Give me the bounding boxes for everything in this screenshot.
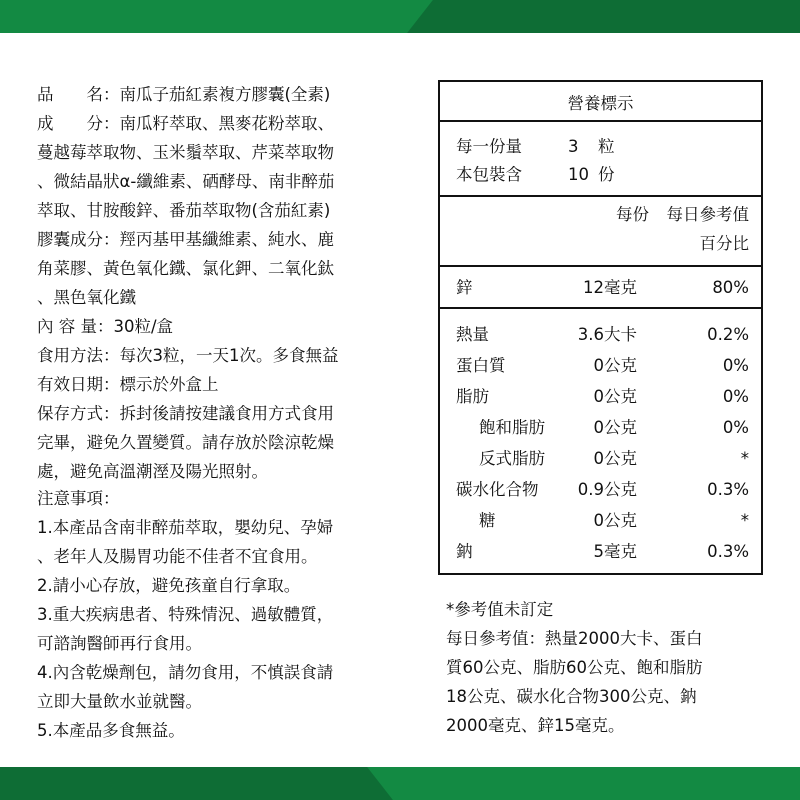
nutrient-value: 3.6大卡 — [577, 325, 637, 344]
nutrient-value: 0公克 — [593, 418, 637, 437]
notice-line: 5.本產品多食無益。 — [37, 721, 185, 740]
notice-line: 4.內含乾燥劑包，請勿食用，不慎誤食請 — [37, 663, 334, 682]
footnote-line: 18公克、碳水化合物300公克、鈉 — [446, 687, 697, 706]
nutrient-name: 鈉 — [456, 542, 473, 561]
nutrient-pct: 0% — [722, 387, 749, 406]
nutrition-title: 營養標示 — [567, 94, 634, 113]
nutrient-value: 0公克 — [593, 356, 637, 375]
nutrient-pct: * — [740, 511, 749, 530]
servings-per-package-unit: 份 — [598, 165, 615, 184]
nutrient-pct: 0.2% — [707, 325, 749, 344]
ingredients-line: 蔓越莓萃取物、玉米鬚萃取、芹菜萃取物 — [37, 143, 334, 162]
ingredients-line: 萃取、甘胺酸鋅、番茄萃取物(含茄紅素) — [37, 201, 331, 220]
divider — [440, 195, 761, 197]
ingredients-line: 、微結晶狀α-纖維素、硒酵母、南非醉茄 — [37, 172, 335, 191]
nutrient-name-indented: 糖 — [479, 511, 496, 530]
notice-line: 3.重大疾病患者、特殊情況、過敏體質， — [37, 605, 334, 624]
storage-line: 完畢，避免久置變質。請存放於陰涼乾燥 — [37, 433, 334, 452]
bottom-green-band — [0, 767, 800, 800]
nutrient-pct: 0% — [722, 356, 749, 375]
nutrient-name: 脂肪 — [456, 387, 489, 406]
nutrient-name: 蛋白質 — [456, 356, 506, 375]
notice-line: 、老年人及腸胃功能不佳者不宜食用。 — [37, 547, 318, 566]
column-header-percentage: 百分比 — [699, 234, 749, 253]
serving-size-unit: 粒 — [598, 137, 615, 156]
expiry-line: 有效日期：標示於外盒上 — [37, 375, 219, 394]
divider — [440, 265, 761, 267]
nutrient-name-zinc: 鋅 — [456, 278, 473, 297]
nutrition-facts-panel — [438, 80, 763, 575]
footnote-line: *參考值未訂定 — [446, 600, 554, 619]
ingredients-line: 成 分：南瓜籽萃取、黑麥花粉萃取、 — [37, 114, 334, 133]
nutrient-value-zinc: 12毫克 — [583, 278, 637, 297]
notice-line: 1.本產品含南非醉茄萃取，嬰幼兒、孕婦 — [37, 518, 334, 537]
footnote-line: 質60公克、脂肪60公克、飽和脂肪 — [446, 658, 703, 677]
footnote-line: 2000毫克、鋅15毫克。 — [446, 716, 625, 735]
nutrient-pct: 0% — [722, 418, 749, 437]
usage-line: 食用方法：每次3粒，一天1次。多食無益 — [37, 346, 339, 365]
storage-line: 保存方式：拆封後請按建議食用方式食用 — [37, 404, 334, 423]
nutrient-name-indented: 飽和脂肪 — [479, 418, 545, 437]
product-name-line: 品 名：南瓜子茄紅素複方膠囊(全素) — [37, 85, 331, 104]
column-header-daily-value: 每日參考值 — [666, 205, 749, 224]
nutrient-value: 0公克 — [593, 449, 637, 468]
divider — [440, 120, 761, 122]
serving-size-value: 3 — [568, 137, 579, 156]
nutrient-pct-zinc: 80% — [712, 278, 749, 297]
storage-line: 處，避免高溫潮溼及陽光照射。 — [37, 462, 268, 481]
net-content-line: 內 容 量：30粒/盒 — [37, 317, 174, 336]
serving-size-label: 每一份量 — [456, 137, 522, 156]
notice-line: 可諮詢醫師再行食用。 — [37, 634, 202, 653]
nutrient-value: 0公克 — [593, 511, 637, 530]
top-band-shade — [407, 0, 800, 33]
top-green-band — [0, 0, 800, 33]
notice-line: 立即大量飲水並就醫。 — [37, 692, 202, 711]
nutrient-value: 0.9公克 — [577, 480, 637, 499]
nutrient-name: 熱量 — [456, 325, 489, 344]
nutrient-name-indented: 反式脂肪 — [479, 449, 545, 468]
capsule-ingredients-line: 角菜膠、黃色氧化鐵、氯化鉀、二氧化鈦 — [37, 259, 334, 278]
footnote-line: 每日參考值：熱量2000大卡、蛋白 — [446, 629, 703, 648]
nutrient-value: 0公克 — [593, 387, 637, 406]
notice-line: 2.請小心存放，避免孩童自行拿取。 — [37, 576, 301, 595]
notice-heading: 注意事項： — [37, 489, 120, 508]
nutrient-value: 5毫克 — [593, 542, 637, 561]
capsule-ingredients-line: 、黑色氧化鐵 — [37, 288, 136, 307]
nutrient-pct: 0.3% — [707, 480, 749, 499]
capsule-ingredients-line: 膠囊成分：羥丙基甲基纖維素、純水、鹿 — [37, 230, 334, 249]
nutrient-pct: * — [740, 449, 749, 468]
divider — [440, 307, 761, 309]
nutrient-pct: 0.3% — [707, 542, 749, 561]
column-header-per-serving: 每份 — [616, 205, 649, 224]
servings-per-package-label: 本包裝含 — [456, 165, 522, 184]
servings-per-package-value: 10 — [568, 165, 589, 184]
nutrient-name: 碳水化合物 — [456, 480, 539, 499]
bottom-band-shade — [0, 767, 393, 800]
